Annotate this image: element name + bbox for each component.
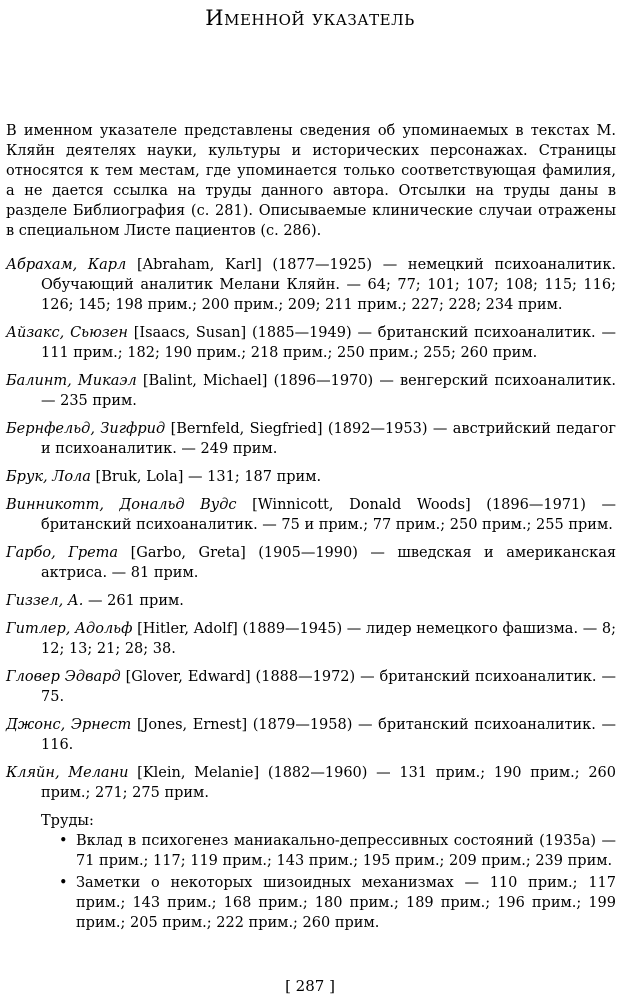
entry-text: [Garbo, Greta] (1905—1990) — шведская и американская актриса. — 81 прим. <box>41 545 617 581</box>
entry-name: Гитлер, Адольф <box>6 621 133 637</box>
entry-text: [Jones, Ernest] (1879—1958) — британский психоаналитик. — 116. <box>41 717 616 753</box>
entry-text: — 261 прим. <box>83 593 184 609</box>
index-content <box>6 121 616 935</box>
entry-name: Бернфельд, Зигфрид <box>6 421 166 437</box>
index-entry <box>6 619 616 659</box>
works-section <box>6 811 616 933</box>
works-item-text: Вклад в психогенез маниакально-депрессивных состояний (1935a) — 71 прим.; 117; 119 прим.; 143 прим.; 195 прим.; 209 прим.; 239 прим. <box>76 833 616 869</box>
entry-name: Винникотт, Дональд Вудс <box>6 497 237 513</box>
index-entry <box>6 715 616 755</box>
entry-name: Балинт, Микаэл <box>6 373 137 389</box>
entry-text: [Winnicott, Donald Woods] (1896—1971) — британский психоаналитик. — 75 и прим.; 77 прим.; 250 прим.; 255 прим. <box>41 497 616 533</box>
index-entry <box>6 419 616 459</box>
entry-name: Айзакс, Сьюзен <box>6 325 128 341</box>
index-entry <box>6 495 616 535</box>
index-entry <box>6 467 616 487</box>
entry-name: Кляйн, Мелани <box>6 765 129 781</box>
entry-name: Гиззел, А. <box>6 593 84 609</box>
works-label: Труды: <box>41 813 94 829</box>
index-entry <box>6 543 616 583</box>
index-entry <box>6 323 616 363</box>
entry-text: [Klein, Melanie] (1882—1960) — 131 прим.; 190 прим.; 260 прим.; 271; 275 прим. <box>41 765 616 801</box>
page-number: [ 287 ] <box>285 977 335 995</box>
works-item-text: Заметки о некоторых шизоидных механизмах — 110 прим.; 117 прим.; 143 прим.; 168 прим.; 180 прим.; 189 прим.; 196 прим.; 199 прим.; 205 прим.; 222 прим.; 260 прим. <box>76 875 616 931</box>
entry-name: Гловер Эдвард <box>6 669 121 685</box>
index-entry <box>6 667 616 707</box>
entry-text: [Glover, Edward] (1888—1972) — британский психоаналитик. — 75. <box>41 669 616 705</box>
works-item <box>41 873 616 933</box>
entry-name: Джонс, Эрнест <box>6 717 132 733</box>
index-entry <box>6 591 616 611</box>
page-title: Именной указатель <box>205 6 415 30</box>
works-item <box>41 831 616 871</box>
entry-text: [Bruk, Lola] — 131; 187 прим. <box>90 469 322 485</box>
index-entry-klein <box>6 763 616 803</box>
index-entry <box>6 371 616 411</box>
index-entry <box>6 255 616 315</box>
entry-text: [Hitler, Adolf] (1889—1945) — лидер немецкого фашизма. — 8; 12; 13; 21; 28; 38. <box>41 621 616 657</box>
works-list <box>41 831 616 933</box>
entry-name: Брук, Лола <box>6 469 91 485</box>
entry-text: [Abraham, Karl] (1877—1925) — немецкий психоаналитик. Обучающий аналитик Мелани Кляйн. — 64; 77; 101; 107; 108; 115; 116; 126; 145; 198 прим.; 200 прим.; 209; 211 прим.; 227; 228; 234 прим. <box>41 257 617 313</box>
bullet-icon: • <box>59 875 68 891</box>
entry-name: Абрахам, Карл <box>6 257 127 273</box>
entry-text: [Bernfeld, Siegfried] (1892—1953) — австрийский педагог и психоаналитик. — 249 прим. <box>41 421 616 457</box>
entry-text: [Isaacs, Susan] (1885—1949) — британский психоаналитик. — 111 прим.; 182; 190 прим.; 218 прим.; 250 прим.; 255; 260 прим. <box>41 325 616 361</box>
entry-text: [Balint, Michael] (1896—1970) — венгерский психоаналитик. — 235 прим. <box>41 373 616 409</box>
bullet-icon: • <box>59 833 68 849</box>
entry-name: Гарбо, Грета <box>6 545 119 561</box>
intro-paragraph: В именном указателе представлены сведения об упоминаемых в текстах М. Кляйн деятелях науки, культуры и исторических персонажах. Страницы относятся к тем местам, где упоминается только соответствующая фамилия, а не дается ссылка на труды данного автора. Отсылки на труды даны в разделе Библиография (с. 281). Описываемые клинические случаи отражены в специальном Листе пациентов (с. 286). <box>6 123 616 239</box>
